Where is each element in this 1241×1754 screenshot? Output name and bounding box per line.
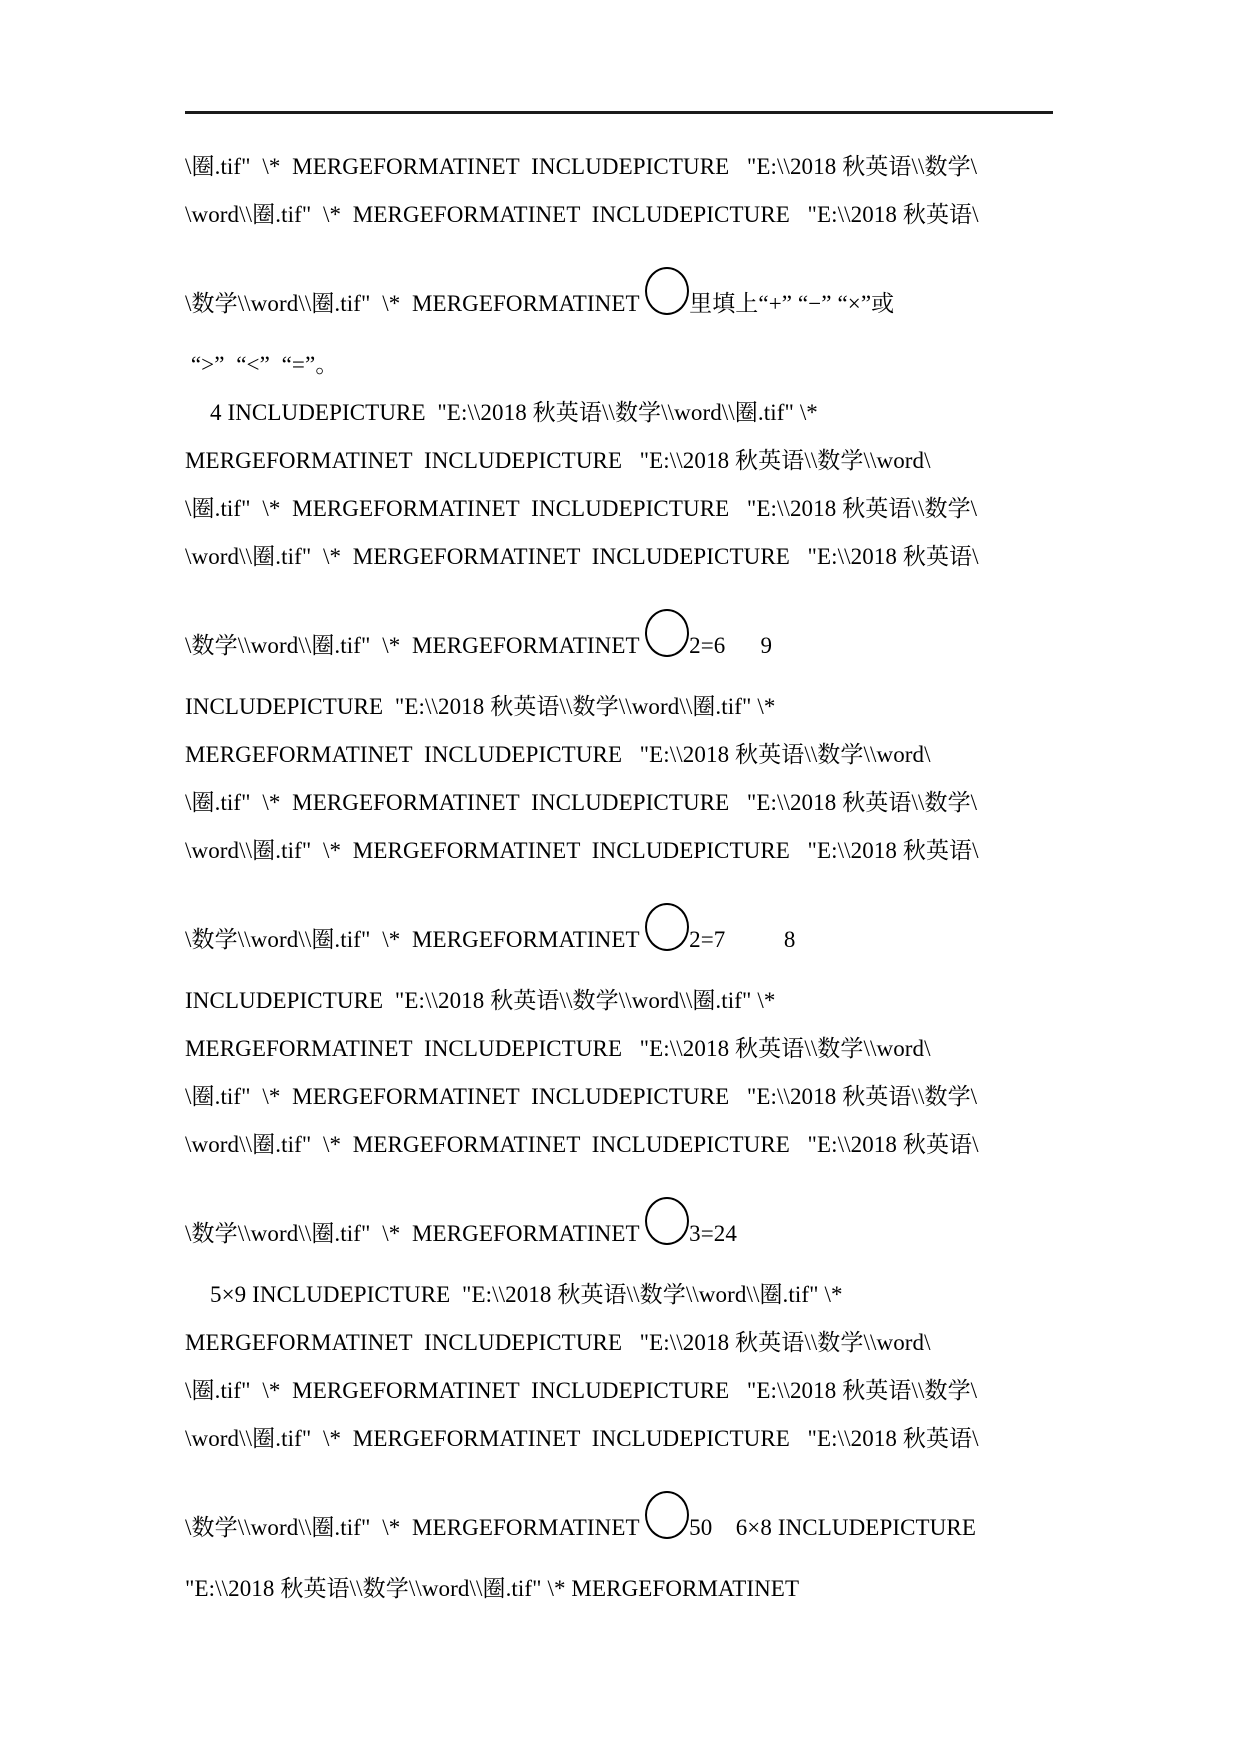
header-rule-divider [185,111,1053,114]
text-line [185,683,1115,731]
field-code-text: \圈.tif" \* MERGEFORMATINET INCLUDEPICTURE "E:\\2018 秋英语\\数学\ [185,154,978,179]
text-line [185,1319,1115,1367]
field-code-text: \圈.tif" \* MERGEFORMATINET INCLUDEPICTURE "E:\\2018 秋英语\\数学\ [185,1378,978,1403]
text-line [185,1121,1115,1169]
field-code-text: \数学\\word\\圈.tif" \* MERGEFORMATINET [185,633,646,658]
field-code-text: \圈.tif" \* MERGEFORMATINET INCLUDEPICTURE "E:\\2018 秋英语\\数学\ [185,790,978,815]
field-code-text: 4 INCLUDEPICTURE "E:\\2018 秋英语\\数学\\word\\圈.tif" \* [210,400,818,425]
text-line [185,389,1115,437]
field-code-text: "E:\\2018 秋英语\\数学\\word\\圈.tif" \* MERGEFORMATINET [185,1576,800,1601]
answer-text: 里填上“+” “−” “×”或 [689,291,895,316]
text-line [185,251,1115,323]
circle-blank-icon [645,903,689,951]
text-line [185,593,1115,665]
text-line [185,779,1115,827]
field-code-text: \word\\圈.tif" \* MERGEFORMATINET INCLUDEPICTURE "E:\\2018 秋英语\ [185,1132,979,1157]
field-code-text: \数学\\word\\圈.tif" \* MERGEFORMATINET [185,1221,646,1246]
text-line [185,533,1115,581]
field-code-text: MERGEFORMATINET INCLUDEPICTURE "E:\\2018 秋英语\\数学\\word\ [185,448,931,473]
text-line [185,1475,1115,1547]
text-line [185,437,1115,485]
field-code-text: MERGEFORMATINET INCLUDEPICTURE "E:\\2018 秋英语\\数学\\word\ [185,1036,931,1061]
field-code-text: INCLUDEPICTURE "E:\\2018 秋英语\\数学\\word\\圈.tif" \* [185,988,776,1013]
field-code-text: \word\\圈.tif" \* MERGEFORMATINET INCLUDEPICTURE "E:\\2018 秋英语\ [185,1426,979,1451]
text-line [185,887,1115,959]
field-code-text: INCLUDEPICTURE "E:\\2018 秋英语\\数学\\word\\圈.tif" \* [185,694,776,719]
text-line [185,341,1115,389]
text-line [185,1415,1115,1463]
answer-text: 3=24 [689,1221,737,1246]
text-line [185,1073,1115,1121]
field-code-text: \word\\圈.tif" \* MERGEFORMATINET INCLUDEPICTURE "E:\\2018 秋英语\ [185,202,979,227]
field-code-text: \word\\圈.tif" \* MERGEFORMATINET INCLUDEPICTURE "E:\\2018 秋英语\ [185,544,979,569]
field-code-text: \圈.tif" \* MERGEFORMATINET INCLUDEPICTURE "E:\\2018 秋英语\\数学\ [185,1084,978,1109]
field-code-text: \数学\\word\\圈.tif" \* MERGEFORMATINET [185,927,646,952]
circle-blank-icon [645,267,689,315]
field-code-text: 5×9 INCLUDEPICTURE "E:\\2018 秋英语\\数学\\word\\圈.tif" \* [210,1282,843,1307]
answer-text: 50 6×8 INCLUDEPICTURE [689,1515,976,1540]
text-line [185,1271,1115,1319]
circle-blank-icon [645,1491,689,1539]
circle-blank-icon [645,1197,689,1245]
answer-text: 2=7 8 [689,927,796,952]
document-body [185,143,1115,1613]
field-code-text: \圈.tif" \* MERGEFORMATINET INCLUDEPICTURE "E:\\2018 秋英语\\数学\ [185,496,978,521]
text-line [185,827,1115,875]
answer-text: 2=6 9 [689,633,773,658]
field-code-text: MERGEFORMATINET INCLUDEPICTURE "E:\\2018 秋英语\\数学\\word\ [185,1330,931,1355]
text-line [185,143,1115,191]
text-line [185,1565,1115,1613]
text-line [185,1181,1115,1253]
field-code-text: \数学\\word\\圈.tif" \* MERGEFORMATINET [185,1515,646,1540]
field-code-text: “>” “<” “=”。 [185,352,339,377]
circle-blank-icon [645,609,689,657]
text-line [185,977,1115,1025]
text-line [185,731,1115,779]
text-line [185,191,1115,239]
field-code-text: \数学\\word\\圈.tif" \* MERGEFORMATINET [185,291,646,316]
text-line [185,1367,1115,1415]
field-code-text: MERGEFORMATINET INCLUDEPICTURE "E:\\2018 秋英语\\数学\\word\ [185,742,931,767]
text-line [185,485,1115,533]
text-line [185,1025,1115,1073]
field-code-text: \word\\圈.tif" \* MERGEFORMATINET INCLUDEPICTURE "E:\\2018 秋英语\ [185,838,979,863]
